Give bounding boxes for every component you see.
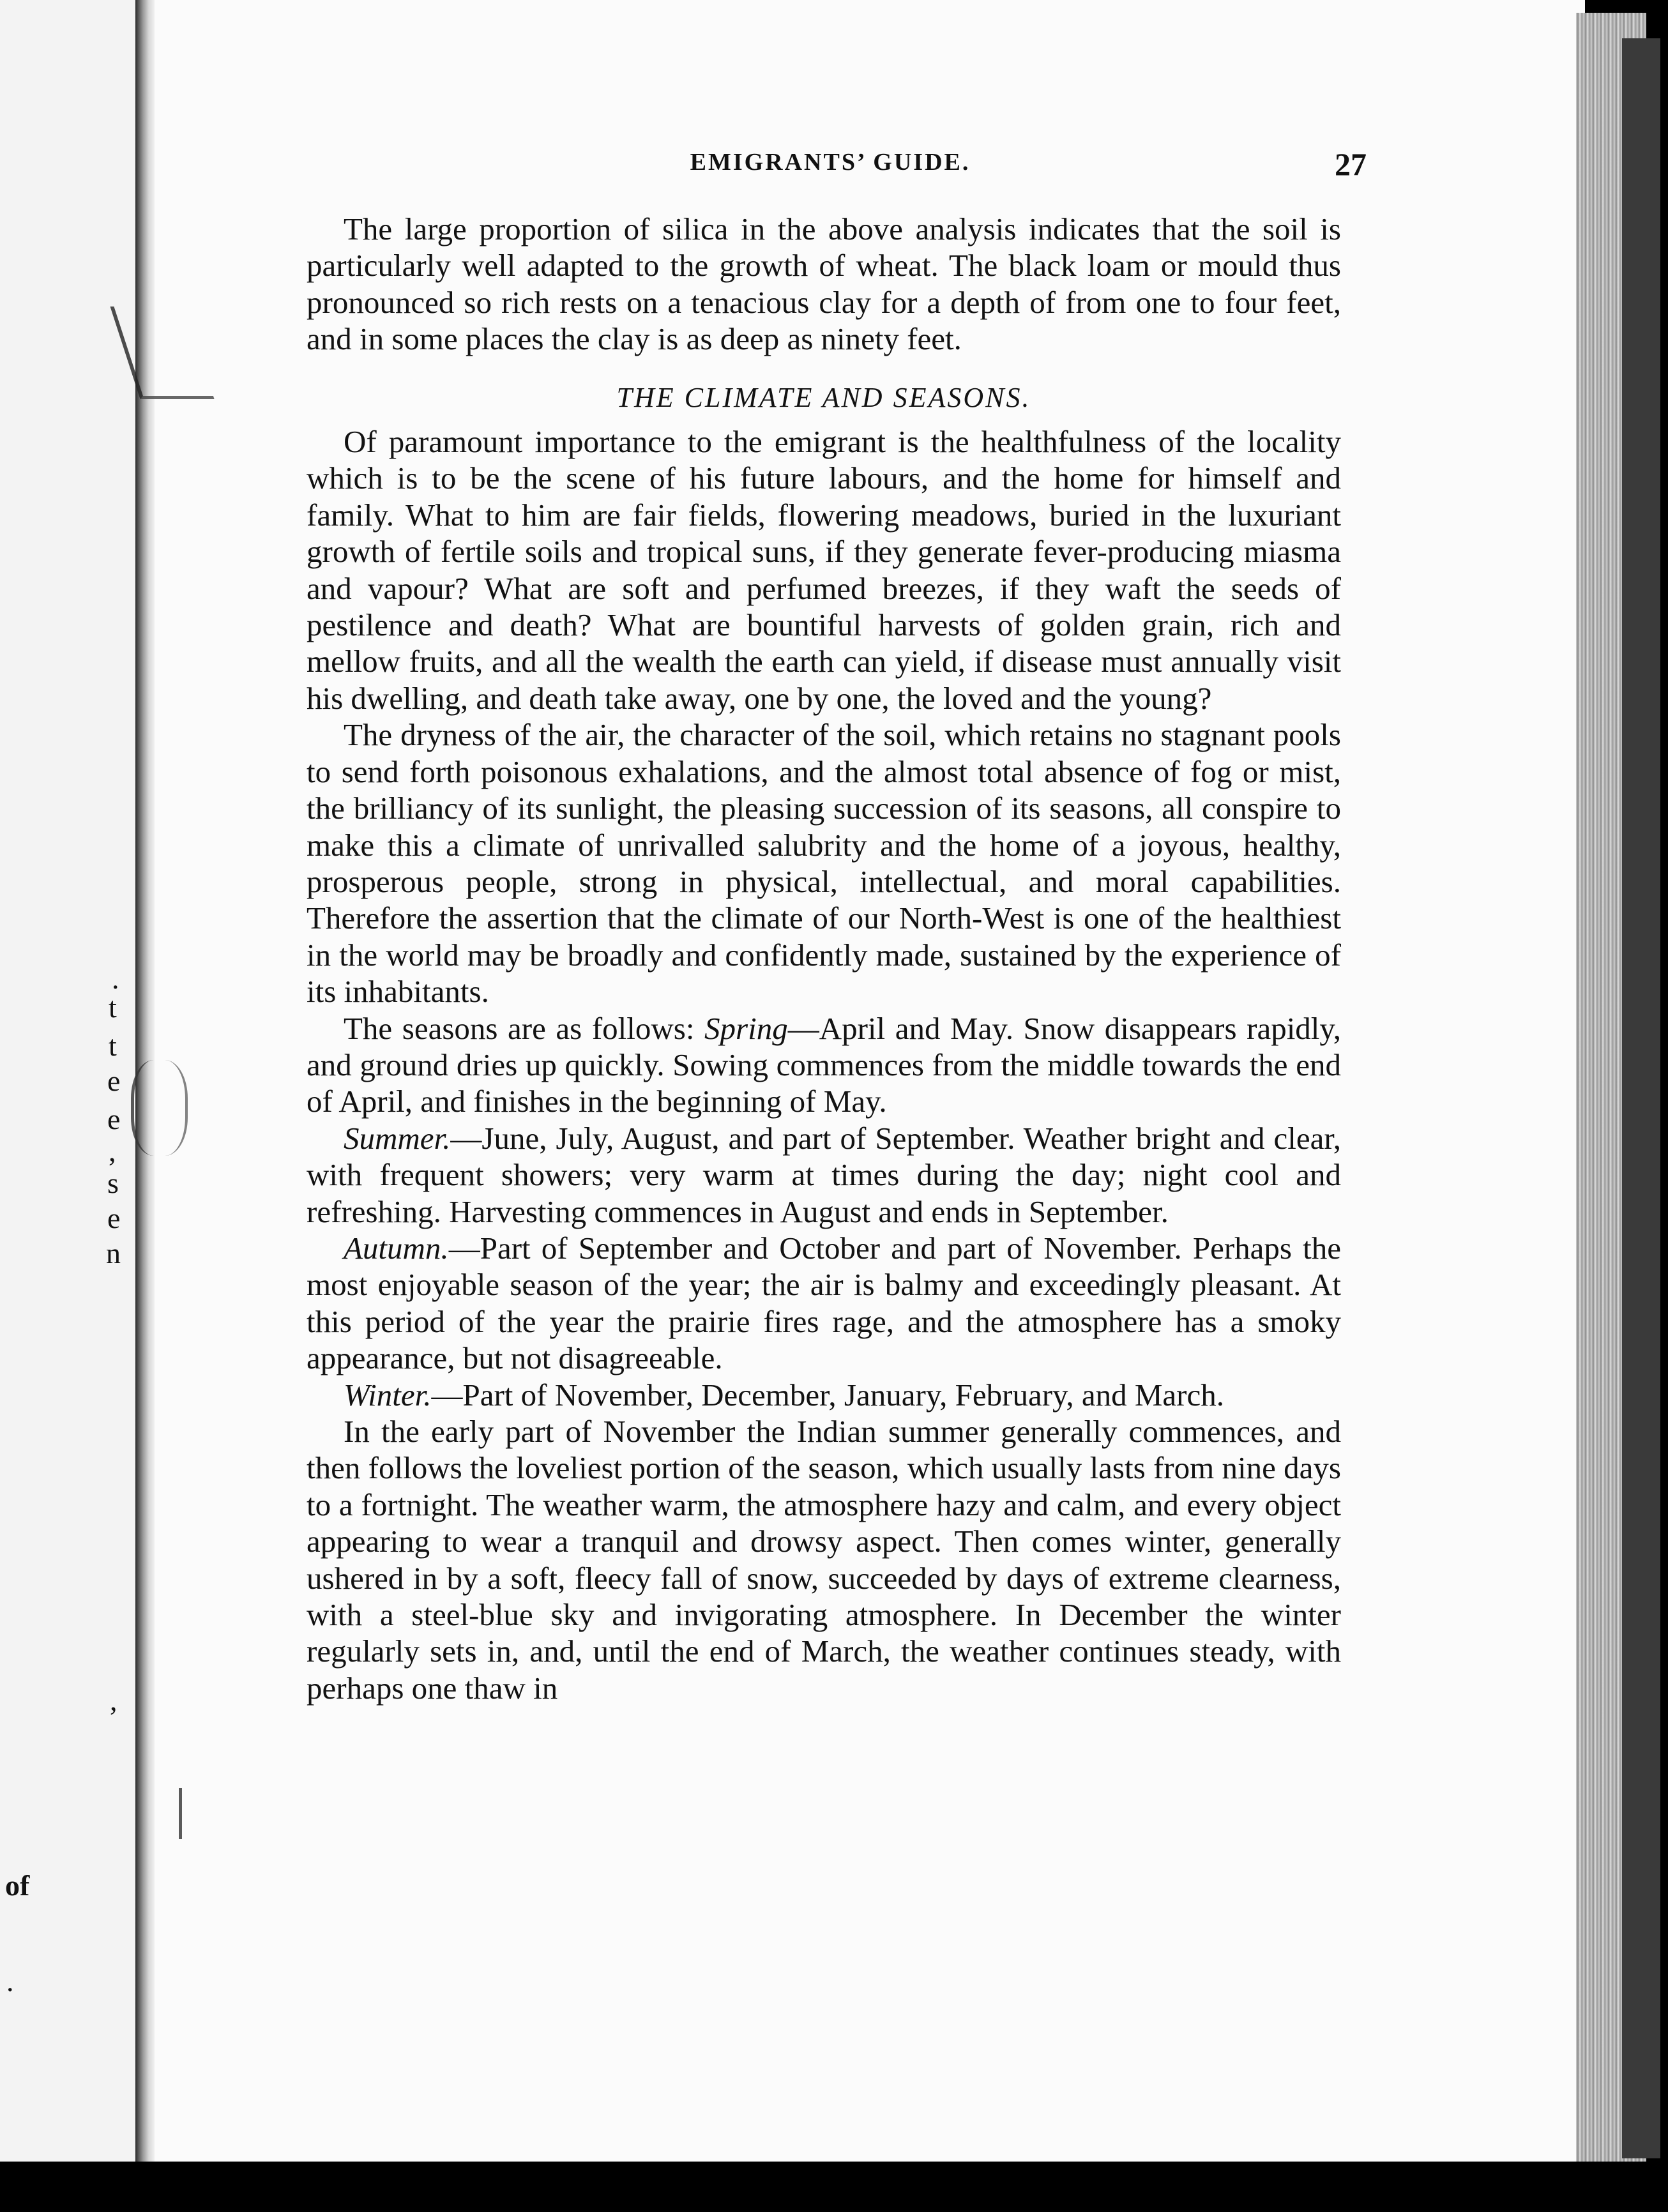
left-page-fragment: , (109, 1135, 116, 1167)
season-text-winter: —Part of November, December, January, February, and March. (431, 1377, 1224, 1413)
left-page-fragment: e (107, 1103, 121, 1135)
season-label-summer: Summer. (344, 1120, 451, 1156)
paragraph-autumn (307, 1230, 1341, 1377)
seasons-intro: The seasons are as follows: (344, 1010, 695, 1046)
season-label-winter: Winter. (344, 1377, 432, 1413)
paragraph: Of paramount importance to the emigrant is the healthfulness of the locality which is to be the scene of his future labours, and the home for himself and family. What to him are fair fields, flowering meadows, buried in the luxuriant growth of fertile soils and tropical suns, if they generate fever-producing miasma and vapour? What are soft and perfumed breezes, if they waft the seeds of pestilence and death? What are bountiful harvests of golden grain, rich and mellow fruits, and all the wealth the earth can yield, if disease must annually visit his dwelling, and death take away, one by one, the loved and the young? (307, 424, 1341, 716)
left-page-fragment: , (110, 1684, 118, 1716)
season-label-autumn: Autumn. (344, 1230, 449, 1266)
left-page-fragment: of (5, 1869, 30, 1902)
paragraph-spring (307, 1010, 1341, 1120)
season-text-autumn: —Part of September and October and part of November. Perhaps the most enjoyable season of the year; the air is balmy and exceedingly pleasant. At this period of the year the prairie fires rage, and the atmosphere has a smoky appearance, but not disagreeable. (307, 1230, 1341, 1376)
binding-thread (131, 1060, 188, 1156)
page-header (307, 146, 1367, 186)
paragraph-winter (307, 1377, 1341, 1413)
left-page-fragment: t (109, 991, 117, 1024)
page-number: 27 (1335, 146, 1367, 182)
binding-thread (140, 1788, 182, 1839)
paragraph-summer (307, 1120, 1341, 1230)
season-label-spring: Spring (704, 1010, 788, 1046)
left-page-fragment: e (107, 1064, 121, 1097)
paragraph: In the early part of November the Indian summer generally commences, and then follows the loveliest portion of the season, which usually lasts from nine days to a fortnight. The weather warm, the atmosphere hazy and calm, and every object appearing to wear a tranquil and drowsy aspect. Then comes winter, generally ushered in by a soft, fleecy fall of snow, succeeded by days of extreme clearness, with a steel-blue sky and invigorating atmosphere. In December the winter regularly sets in, and, until the end of March, the weather continues steady, with perhaps one thaw in (307, 1414, 1341, 1706)
left-page-fragment: s (107, 1167, 119, 1199)
left-page-fragment: e (107, 1202, 121, 1234)
left-page-fragment: . (6, 1965, 14, 1997)
page-stack-shadow (1622, 38, 1660, 2158)
scan-border (0, 2162, 1668, 2212)
left-page-fragment: . (112, 962, 119, 995)
season-text-spring: —April and May. Snow disappears rapidly, and ground dries up quickly. Sowing commences from the middle towards the end of April, and finishes in the beginning of May. (307, 1010, 1341, 1119)
left-page-fragment: n (106, 1237, 121, 1269)
paragraph: The dryness of the air, the character of the soil, which retains no stagnant pools to send forth poisonous exhalations, and the almost total absence of fog or mist, the brilliancy of its sunlight, the pleasing succession of its seasons, all conspire to make this a climate of unrivalled salubrity and the home of a joyous, healthy, prosperous people, strong in physical, intellectual, and moral capabilities. Therefore the assertion that the climate of our North-West is one of the healthiest in the world may be broadly and confidently made, sustained by the experience of its inhabitants. (307, 717, 1341, 1010)
season-text-summer: —June, July, August, and part of September. Weather bright and clear, with frequent showers; very warm at times during the day; night cool and refreshing. Harvesting commences in August and ends in September. (307, 1120, 1341, 1229)
paragraph: The large proportion of silica in the above analysis indicates that the soil is particularly well adapted to the growth of wheat. The black loam or mould thus pronounced so rich rests on a tenacious clay for a depth of from one to four feet, and in some places the clay is as deep as ninety feet. (307, 211, 1341, 357)
left-page-fragment: t (109, 1029, 117, 1062)
section-heading: THE CLIMATE AND SEASONS. (616, 381, 1031, 413)
page-body (307, 211, 1341, 1706)
running-head: EMIGRANTS’ GUIDE. (690, 149, 971, 176)
